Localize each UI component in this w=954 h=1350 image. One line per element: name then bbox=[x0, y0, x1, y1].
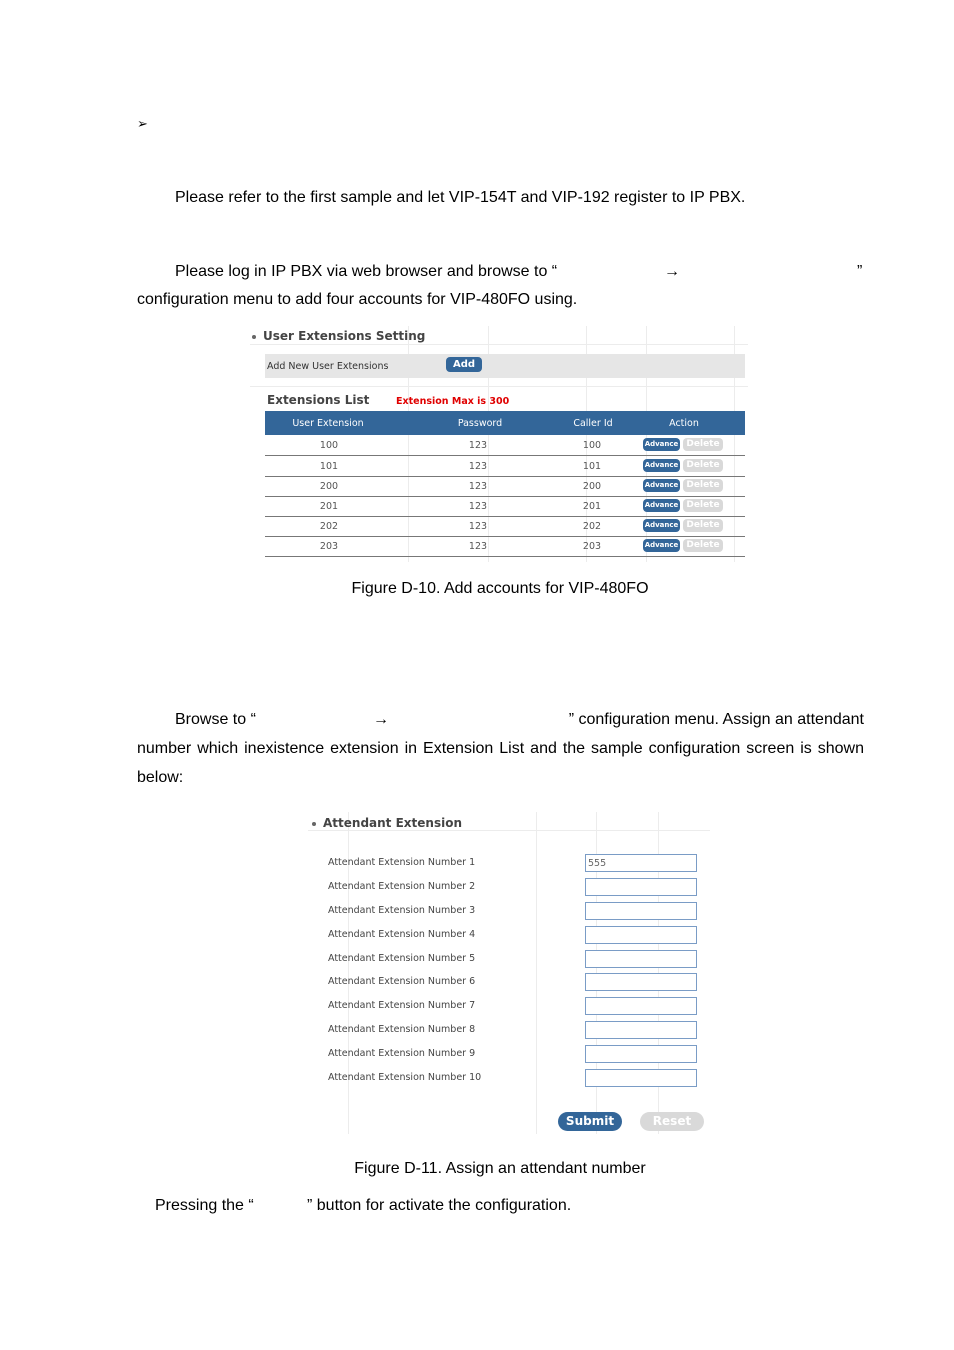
close-quote: ” bbox=[857, 263, 863, 280]
cell-password: 123 bbox=[468, 541, 488, 552]
delete-button[interactable]: Delete bbox=[683, 438, 723, 451]
attendant-number-input[interactable] bbox=[585, 973, 697, 991]
attendant-label: Attendant Extension Number 6 bbox=[328, 976, 476, 987]
cell-password: 123 bbox=[468, 501, 488, 512]
attendant-label: Attendant Extension Number 1 bbox=[328, 857, 476, 868]
paragraph-browse-start: Browse to “ bbox=[175, 711, 256, 728]
attendant-label: Attendant Extension Number 10 bbox=[328, 1072, 482, 1083]
advance-button[interactable]: Advance bbox=[643, 438, 680, 451]
add-extension-label: Add New User Extensions bbox=[267, 361, 389, 372]
attendant-label: Attendant Extension Number 8 bbox=[328, 1024, 476, 1035]
paragraph-login-line2: configuration menu to add four accounts for VIP-480FO using. bbox=[137, 291, 578, 308]
submit-button[interactable]: Submit bbox=[558, 1112, 622, 1131]
cell-user-extension: 202 bbox=[319, 521, 339, 532]
column-header: User Extension bbox=[292, 418, 364, 429]
cell-user-extension: 100 bbox=[319, 440, 339, 451]
delete-button[interactable]: Delete bbox=[683, 519, 723, 532]
attendant-number-input[interactable] bbox=[585, 1069, 697, 1087]
paragraph-login-line1: Please log in IP PBX via web browser and browse to “ bbox=[175, 263, 558, 280]
attendant-label: Attendant Extension Number 3 bbox=[328, 905, 476, 916]
bullet-marker: ➢ bbox=[137, 116, 148, 131]
attendant-number-input[interactable] bbox=[585, 902, 697, 920]
advance-button[interactable]: Advance bbox=[643, 519, 680, 532]
user-extensions-figure bbox=[250, 326, 748, 562]
delete-button[interactable]: Delete bbox=[683, 539, 723, 552]
cell-caller-id: 201 bbox=[582, 501, 602, 512]
table-row bbox=[265, 516, 745, 537]
arrow-icon: → bbox=[664, 263, 680, 280]
column-header: Action bbox=[669, 418, 699, 429]
add-extension-bar bbox=[265, 354, 745, 378]
bullet-dot-icon bbox=[252, 335, 256, 339]
extension-max-note: Extension Max is 300 bbox=[396, 396, 510, 407]
paragraph-browse-line3: below: bbox=[137, 769, 184, 786]
table-row bbox=[265, 476, 745, 497]
table-header bbox=[265, 411, 745, 435]
attendant-label: Attendant Extension Number 4 bbox=[328, 929, 476, 940]
reset-button[interactable]: Reset bbox=[640, 1112, 704, 1131]
cell-caller-id: 101 bbox=[582, 461, 602, 472]
paragraph-pressing-end: ” button for activate the configuration. bbox=[307, 1197, 572, 1214]
figure-caption-d10: Figure D-10. Add accounts for VIP-480FO bbox=[351, 580, 649, 597]
advance-button[interactable]: Advance bbox=[643, 479, 680, 492]
table-row bbox=[265, 435, 745, 456]
cell-password: 123 bbox=[468, 440, 488, 451]
paragraph-browse-line2: number which inexistence extension in Extension List and the sample configuration screen is shown bbox=[137, 740, 864, 757]
cell-caller-id: 100 bbox=[582, 440, 602, 451]
table-row bbox=[265, 496, 745, 517]
paragraph-register: Please refer to the first sample and let VIP-154T and VIP-192 register to IP PBX. bbox=[175, 189, 746, 206]
attendant-label: Attendant Extension Number 2 bbox=[328, 881, 476, 892]
section-title: Attendant Extension bbox=[312, 816, 462, 830]
attendant-extension-figure bbox=[308, 812, 710, 1134]
extensions-list-title: Extensions List bbox=[267, 393, 370, 407]
attendant-label: Attendant Extension Number 5 bbox=[328, 953, 476, 964]
paragraph-browse-end: ” configuration menu. Assign an attendant bbox=[568, 711, 864, 728]
attendant-number-input[interactable] bbox=[585, 854, 697, 872]
attendant-number-input[interactable] bbox=[585, 878, 697, 896]
column-header: Caller Id bbox=[573, 418, 613, 429]
paragraph-pressing-start: Pressing the “ bbox=[155, 1197, 254, 1214]
attendant-number-input[interactable] bbox=[585, 926, 697, 944]
cell-password: 123 bbox=[468, 461, 488, 472]
advance-button[interactable]: Advance bbox=[643, 539, 680, 552]
delete-button[interactable]: Delete bbox=[683, 499, 723, 512]
add-button[interactable]: Add bbox=[446, 357, 482, 372]
cell-caller-id: 200 bbox=[582, 481, 602, 492]
advance-button[interactable]: Advance bbox=[643, 499, 680, 512]
attendant-label: Attendant Extension Number 7 bbox=[328, 1000, 476, 1011]
column-header: Password bbox=[457, 418, 503, 429]
cell-user-extension: 203 bbox=[319, 541, 339, 552]
cell-caller-id: 202 bbox=[582, 521, 602, 532]
table-row bbox=[265, 536, 745, 557]
cell-password: 123 bbox=[468, 481, 488, 492]
attendant-label: Attendant Extension Number 9 bbox=[328, 1048, 476, 1059]
figure-caption-d11: Figure D-11. Assign an attendant number bbox=[354, 1160, 646, 1177]
table-row bbox=[265, 456, 745, 477]
attendant-number-input[interactable] bbox=[585, 1045, 697, 1063]
cell-caller-id: 203 bbox=[582, 541, 602, 552]
cell-password: 123 bbox=[468, 521, 488, 532]
cell-user-extension: 101 bbox=[319, 461, 339, 472]
bullet-dot-icon bbox=[312, 822, 316, 826]
cell-user-extension: 201 bbox=[319, 501, 339, 512]
section-title: User Extensions Setting bbox=[252, 329, 425, 343]
attendant-number-input[interactable] bbox=[585, 997, 697, 1015]
delete-button[interactable]: Delete bbox=[683, 459, 723, 472]
arrow-icon: → bbox=[373, 711, 389, 728]
attendant-number-input[interactable] bbox=[585, 1021, 697, 1039]
advance-button[interactable]: Advance bbox=[643, 459, 680, 472]
cell-user-extension: 200 bbox=[319, 481, 339, 492]
delete-button[interactable]: Delete bbox=[683, 479, 723, 492]
attendant-number-input[interactable] bbox=[585, 950, 697, 968]
